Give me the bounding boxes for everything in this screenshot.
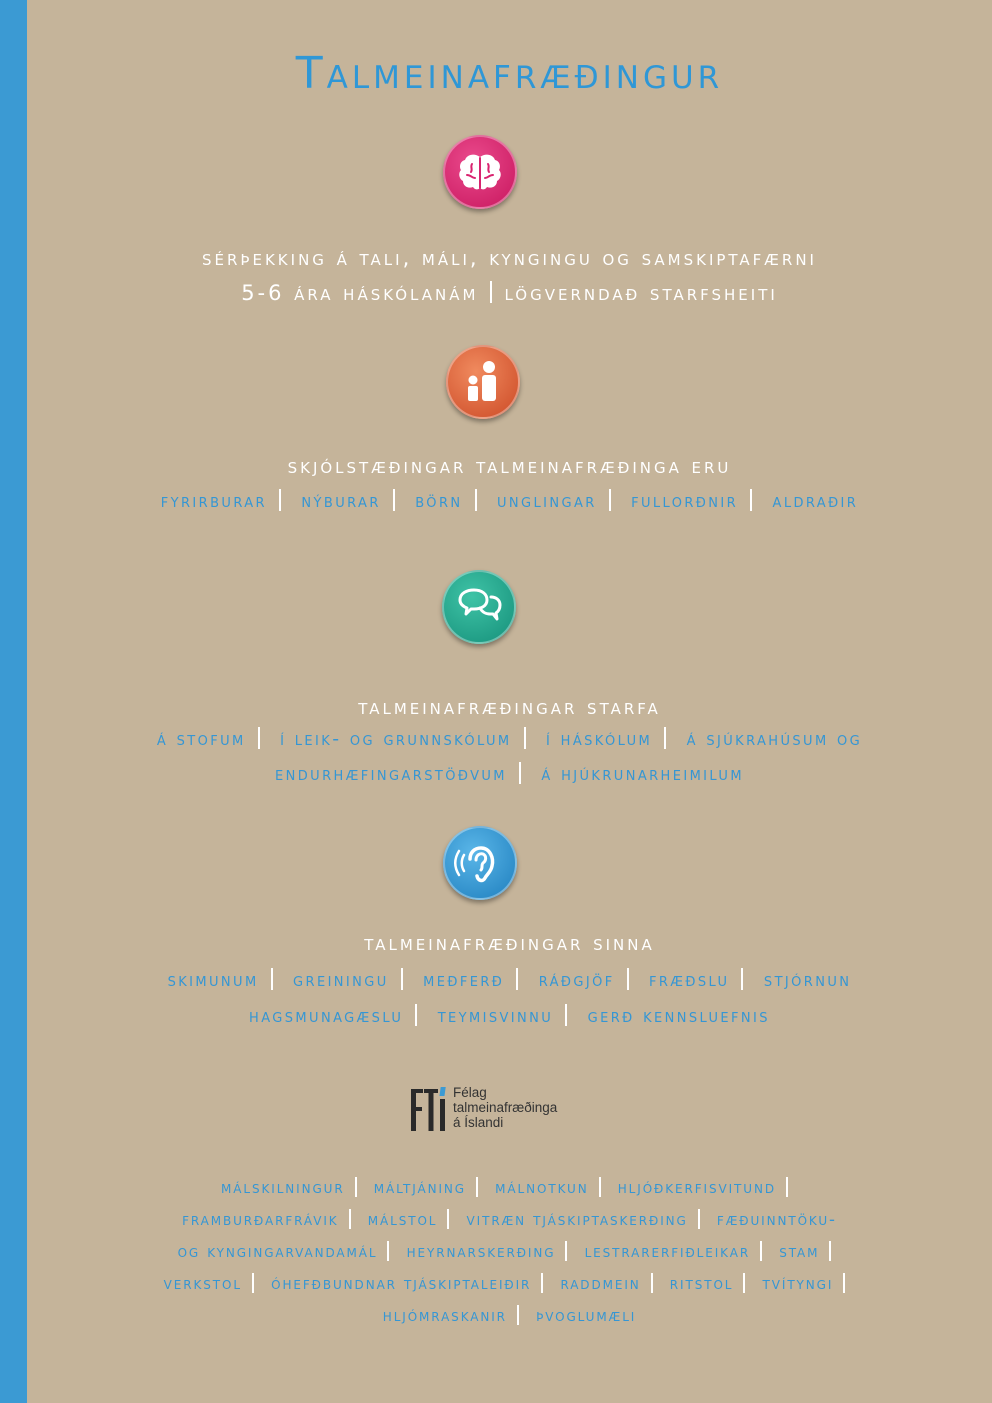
workplaces-line-1 (27, 728, 992, 751)
list-item: verkstol (163, 1274, 242, 1293)
topics-line-2 (27, 1210, 992, 1231)
association-logo (409, 1085, 579, 1135)
clients-heading: skjólstæðingar talmeinafræðinga eru (287, 454, 732, 478)
list-item: fæðuinntöku- (716, 1210, 837, 1229)
list-item: meðferð (423, 969, 505, 991)
list-item: lestrarerfiðleikar (584, 1242, 751, 1261)
list-item: nýburar (301, 490, 381, 512)
page-title: Talmeinafræðingur (295, 48, 724, 99)
list-item: óhefðbundnar tjáskiptaleiðir (271, 1274, 532, 1293)
list-item: þvoglumæli (536, 1306, 637, 1325)
list-item: á sjúkrahúsum og (686, 728, 863, 750)
list-item: og kyngingarvandamál (177, 1242, 378, 1261)
list-item: málskilningur (221, 1178, 345, 1197)
list-item: stam (779, 1242, 820, 1261)
list-item: stjórnun (763, 969, 852, 991)
tasks-line-2 (27, 1005, 992, 1028)
intro-line-2: 5-6 ára háskólanám lögverndað starfsheiti (241, 281, 778, 305)
topics-line-1 (27, 1178, 992, 1199)
ear-icon (443, 826, 517, 900)
list-item: framburðarfrávik (182, 1210, 339, 1229)
side-accent-bar (0, 0, 27, 1403)
list-item: ritstol (669, 1274, 734, 1293)
list-item: málstol (367, 1210, 438, 1229)
tasks-line-1 (27, 969, 992, 992)
list-item: aldraðir (772, 490, 859, 512)
list-item: fyrirburar (160, 490, 267, 512)
topics-line-4 (27, 1274, 992, 1295)
list-item: endurhæfingarstöðvum (275, 763, 507, 785)
list-item: hljóðkerfisvitund (617, 1178, 776, 1197)
list-item: skimunum (167, 969, 259, 991)
logo-text: Félag talmeinafræðinga á Íslandi (453, 1085, 558, 1130)
clients-list (27, 490, 992, 513)
list-item: á hjúkrunarheimilum (541, 763, 744, 785)
list-item: unglingar (496, 490, 597, 512)
list-item: í leik- og grunnskólum (280, 728, 512, 750)
list-item: gerð kennsluefnis (587, 1005, 770, 1027)
list-item: vitræn tjáskiptaskerðing (466, 1210, 688, 1229)
logo-mark (409, 1085, 453, 1135)
list-item: á stofum (156, 728, 246, 750)
workplaces-heading: talmeinafræðingar starfa (358, 695, 661, 719)
list-item: teymisvinnu (437, 1005, 554, 1027)
list-item: málnotkun (495, 1178, 589, 1197)
people-icon (446, 345, 520, 419)
list-item: fræðslu (649, 969, 730, 991)
list-item: greiningu (293, 969, 389, 991)
topics-line-5 (27, 1306, 992, 1327)
speech-bubbles-icon (442, 570, 516, 644)
list-item: í háskólum (546, 728, 653, 750)
list-item: fullorðnir (631, 490, 739, 512)
list-item: hljómraskanir (382, 1306, 507, 1325)
brain-icon (443, 135, 517, 209)
tasks-heading: talmeinafræðingar sinna (364, 931, 655, 955)
list-item: börn (415, 490, 463, 512)
list-item: heyrnarskerðing (406, 1242, 556, 1261)
workplaces-line-2 (27, 763, 992, 786)
list-item: máltjáning (373, 1178, 467, 1197)
topics-line-3 (27, 1242, 992, 1263)
list-item: hagsmunagæslu (249, 1005, 404, 1027)
list-item: raddmein (560, 1274, 641, 1293)
intro-line-1: sérþekking á tali, máli, kyngingu og samskiptafærni (202, 246, 817, 270)
list-item: tvítyngi (762, 1274, 834, 1293)
list-item: ráðgjöf (538, 969, 615, 991)
